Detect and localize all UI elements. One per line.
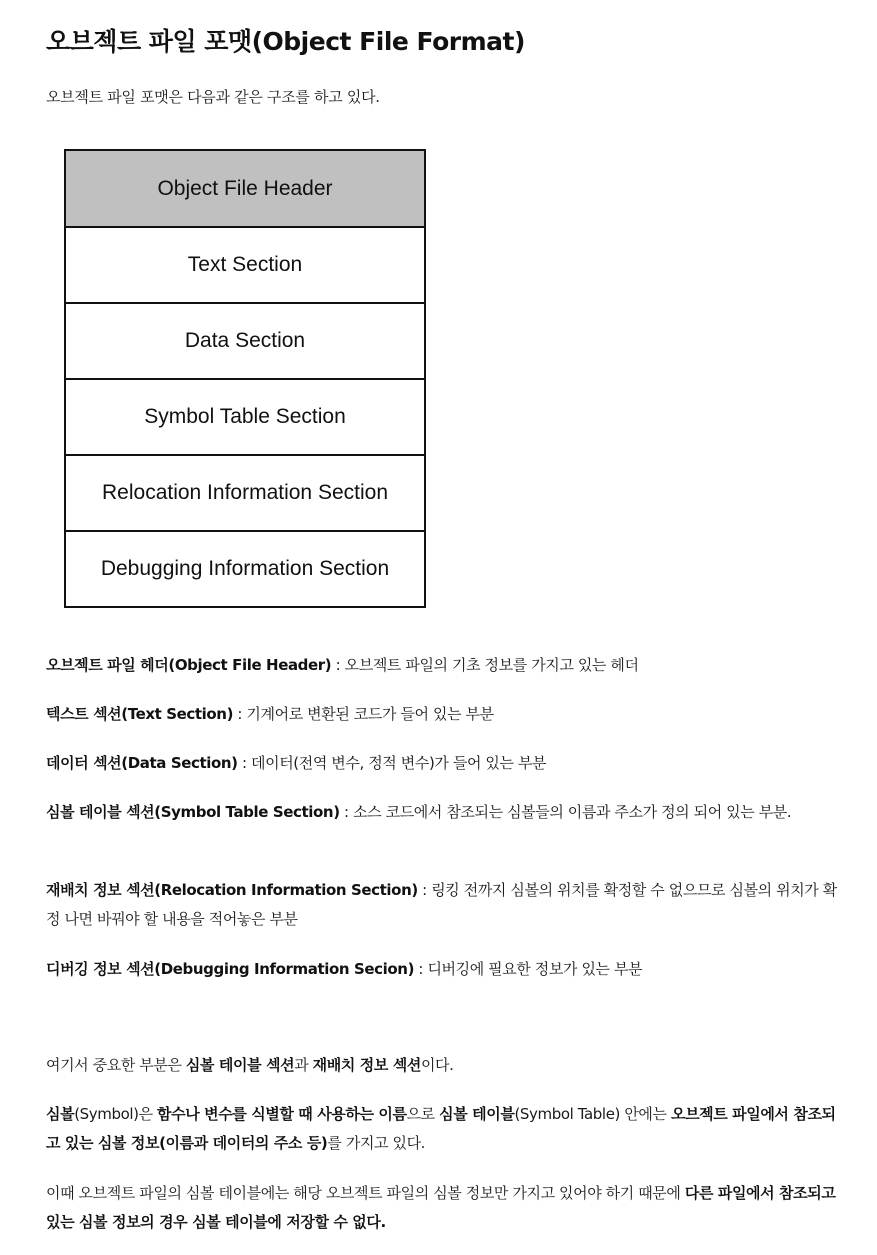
diagram-block-object-file-header: Object File Header (66, 151, 424, 226)
definition-term: 디버깅 정보 섹션(Debugging Information Secion) (46, 960, 415, 978)
bold-run: 심볼 (46, 1105, 75, 1123)
definition-text: 소스 코드에서 참조되는 심볼들의 이름과 주소가 정의 되어 있는 부분. (353, 803, 792, 821)
intro-text: 오브젝트 파일 포맷은 다음과 같은 구조를 하고 있다. (46, 88, 380, 106)
definition-text: 데이터(전역 변수, 정적 변수)가 들어 있는 부분 (251, 754, 547, 772)
diagram-block-symbol-table-section: Symbol Table Section (66, 378, 424, 454)
definition-separator: : (339, 803, 354, 821)
object-file-structure-diagram (64, 149, 426, 608)
bold-run: 심볼 테이블 섹션 (185, 1056, 295, 1074)
definition-debugging-information-section (46, 955, 846, 984)
definition-term: 데이터 섹션(Data Section) (46, 754, 238, 772)
definition-separator: : (414, 960, 428, 978)
definition-text: 링킹 전까지 심볼의 위치를 확정할 수 없으므로 심볼의 위치가 확정 나면 바꿔야 할 내용을 적어놓은 부분 (46, 881, 837, 928)
diagram-block-relocation-information-section: Relocation Information Section (66, 454, 424, 530)
definition-term: 재배치 정보 섹션(Relocation Information Section) (46, 881, 418, 899)
paragraph-important-parts (46, 1051, 846, 1080)
definition-relocation-information-section (46, 876, 846, 934)
definition-text: 기계어로 변환된 코드가 들어 있는 부분 (246, 705, 494, 723)
text-run: 으로 (406, 1105, 440, 1123)
definition-term: 심볼 테이블 섹션(Symbol Table Section) (46, 803, 340, 821)
definition-text-section (46, 700, 846, 729)
definition-data-section (46, 749, 846, 778)
definition-symbol-table-section (46, 798, 846, 827)
definition-separator: : (417, 881, 432, 899)
text-run: (Symbol)은 (74, 1105, 158, 1123)
definition-text: 오브젝트 파일의 기초 정보를 가지고 있는 헤더 (344, 656, 639, 674)
diagram-block-debugging-information-section: Debugging Information Section (66, 530, 424, 606)
text-run: 이다. (420, 1056, 454, 1074)
text-run: 이때 오브젝트 파일의 심볼 테이블에는 해당 오브젝트 파일의 심볼 정보만 가지고 있어야 하기 때문에 (46, 1184, 685, 1202)
bold-run: 심볼 테이블 (439, 1105, 515, 1123)
text-run: 여기서 중요한 부분은 (46, 1056, 186, 1074)
diagram-block-data-section: Data Section (66, 302, 424, 378)
text-run: (Symbol Table) 안에는 (514, 1105, 671, 1123)
page-title: 오브젝트 파일 포맷(Object File Format) (46, 27, 525, 56)
bold-run: 함수나 변수를 식별할 때 사용하는 이름 (157, 1105, 407, 1123)
text-run: 를 가지고 있다. (327, 1134, 426, 1152)
definition-separator: : (237, 754, 252, 772)
definition-term: 오브젝트 파일 헤더(Object File Header) (46, 656, 332, 674)
definition-object-file-header (46, 651, 846, 680)
paragraph-symbol-table-limit (46, 1179, 846, 1237)
diagram-block-text-section: Text Section (66, 226, 424, 302)
definition-term: 텍스트 섹션(Text Section) (46, 705, 234, 723)
bold-run: 다른 파일에서 참조되고 있는 심볼 정보의 경우 심볼 테이블에 저장할 수 없다. (46, 1184, 836, 1231)
definition-text: 디버깅에 필요한 정보가 있는 부분 (427, 960, 643, 978)
bold-run: 재배치 정보 섹션 (312, 1056, 421, 1074)
paragraph-symbol-definition (46, 1100, 846, 1158)
text-run: 과 (294, 1056, 313, 1074)
definition-separator: : (233, 705, 247, 723)
definition-separator: : (331, 656, 345, 674)
bold-run: 오브젝트 파일에서 참조되고 있는 심볼 정보(이름과 데이터의 주소 등) (46, 1105, 836, 1152)
